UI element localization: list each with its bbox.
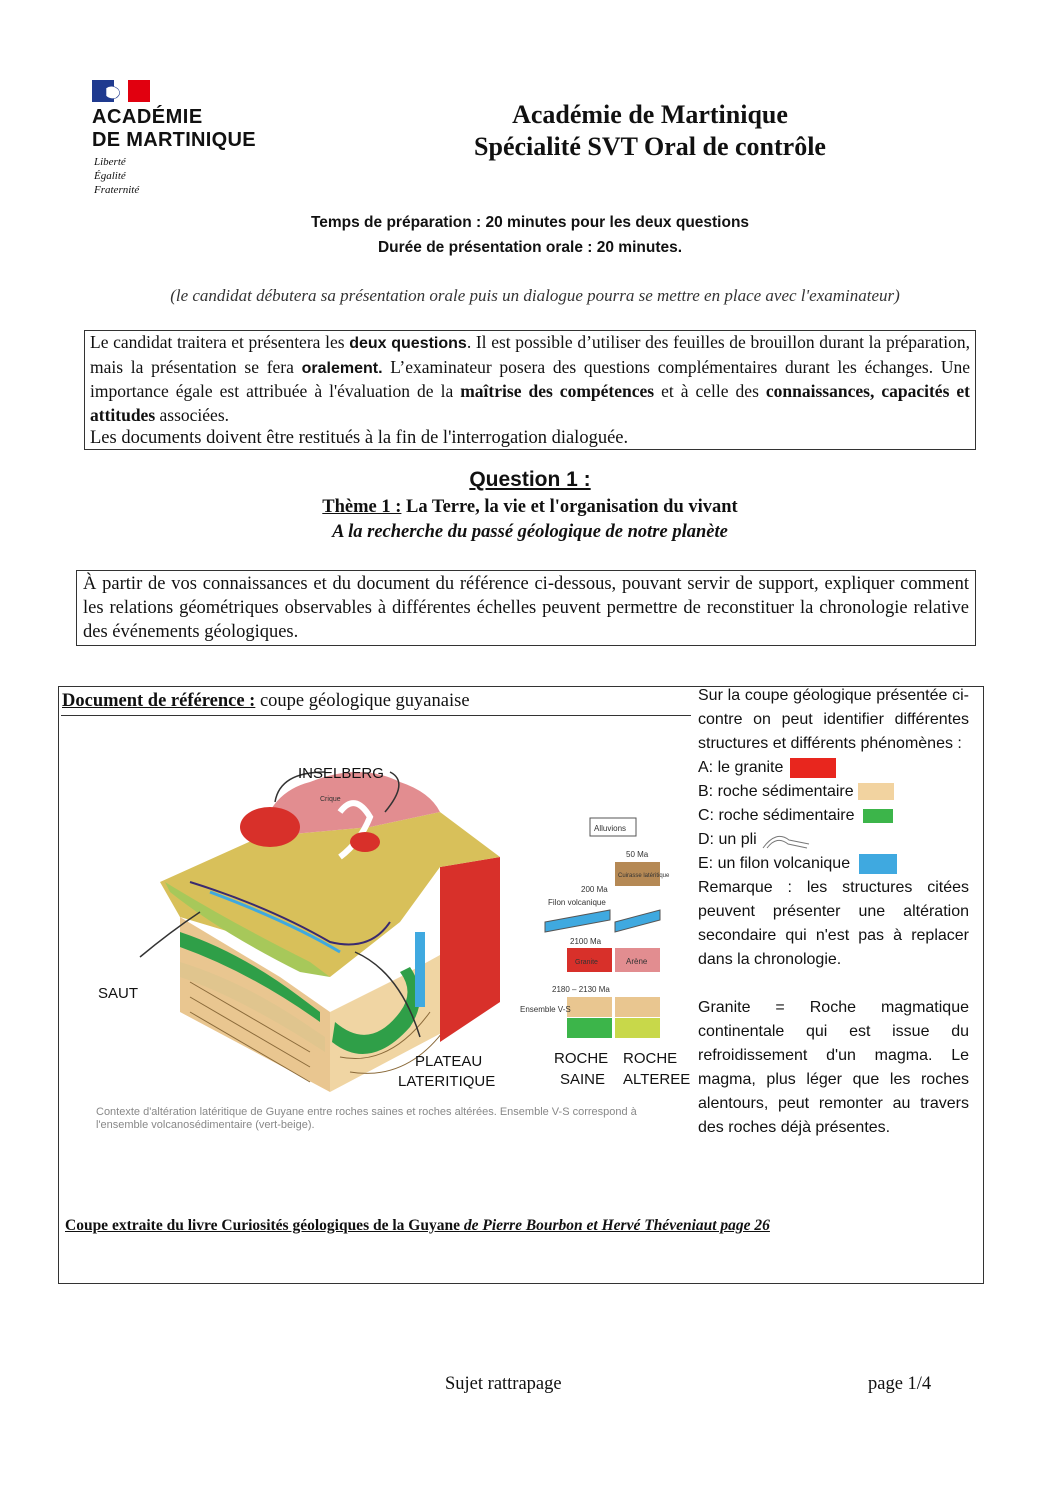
legend-swatch-green [863,809,893,823]
header-title-1: Académie de Martinique [512,100,788,129]
document-title [62,691,470,712]
logo-motto-1: Liberté [94,156,126,168]
legend-swatch-red [790,758,836,778]
label-arene: Arène [626,957,648,966]
label-200ma: 200 Ma [581,885,608,894]
instr-bold-3: maîtrise des compétences [460,381,655,401]
question-heading: Question 1 : [469,468,591,491]
theme-line [180,497,880,518]
instr-text-4: et à celle des [654,381,766,401]
theme-label: Thème 1 : [322,497,402,517]
geological-cross-section [70,722,695,1147]
timing-prep: Temps de préparation : 20 minutes pour les deux questions [310,214,750,231]
theme-text: La Terre, la vie et l'organisation du vivant [401,497,738,517]
side-intro: Sur la coupe géologique présentée ci-contre on peut identifier différentes structures et différents phénomènes : [698,687,969,752]
legend-item-granite [698,756,969,780]
instr-bold-4: connaissances, capacités et attitudes [90,381,970,425]
marianne-flag-icon [92,80,150,102]
legend-item-fold [698,828,969,852]
label-saut: SAUT [98,985,139,1002]
instr-text-3: L’examinateur posera des questions complémentaires durant les échanges. Une importance égale est attribuée à l'évaluation de la [90,356,970,401]
logo-motto-2: Égalité [94,170,126,182]
legend-text-e: E: un filon volcanique [698,855,851,872]
label-2180ma: 2180 – 2130 Ma [552,985,610,994]
legend-text-c: C: roche sédimentaire [698,807,855,824]
instr-text-2: . Il est possible d’utiliser des feuilles de brouillon durant la préparation, mais la présentation se fera [90,332,970,377]
legend-text-d: D: un pli [698,831,757,848]
instructions-box [84,330,976,450]
label-alteree: ALTEREE [623,1071,691,1088]
label-roche-2: ROCHE [623,1050,678,1067]
instr-text-5: associées. [155,404,230,425]
label-cuirasse: Cuirasse latéritique [618,873,670,879]
source-authors: de Pierre Bourbon et Hervé Théveniaut page 26 [459,1217,770,1234]
label-roche-1: ROCHE [554,1050,609,1067]
figure-caption: Contexte d'altération latéritique de Guyane entre roches saines et roches altérées. Ensemble V-S correspond à l'ensemble volcanosédimentaire (vert-beige). [96,1106,637,1131]
side-remark: Remarque : les structures citées peuvent présenter une altération secondaire qui n'est pas à replacer dans la chronologie. [698,879,969,968]
question-subtitle: A la recherche du passé géologique de notre planète [332,522,728,542]
instr-return-docs: Les documents doivent être restitués à la fin de l'interrogation dialoguée. [90,428,629,448]
label-2100ma: 2100 Ma [570,937,602,946]
legend-item-sed-c [698,804,969,828]
label-plateau-1: PLATEAU [415,1053,483,1070]
label-filon: Filon volcanique [548,898,606,907]
legend-item-sed-b [698,780,969,804]
header-title-2: Spécialité SVT Oral de contrôle [474,132,826,161]
instr-text-1: Le candidat traitera et présentera les [90,332,350,352]
legend-swatch-blue [859,854,897,874]
logo-name-line2: DE MARTINIQUE [92,129,256,151]
source-book: Coupe extraite du livre Curiosités géologiques de la Guyane [65,1217,460,1234]
label-saine: SAINE [560,1071,606,1088]
side-granite-definition: Granite = Roche magmatique continentale qui est issue du refroidissement d'un magma. Le magma, plus léger que les roches alentours, peut remonter au travers des roches déjà présentes. [698,999,969,1136]
label-inselberg: INSELBERG [298,765,384,782]
logo-name-line1: ACADÉMIE [92,106,203,128]
label-granite: Granite [575,959,598,966]
label-alluvions: Alluvions [594,824,627,833]
side-explanation [698,684,969,1140]
document-title-text: coupe géologique guyanaise [255,691,470,711]
question-prompt-box: À partir de vos connaissances et du document du référence ci-dessous, pouvant servir de support, expliquer comment les relations géométriques observables à différentes échelles peuvent permettre de reconstituer la chronologie relative des événements géologiques. [76,570,976,646]
legend-text-a: A: le granite [698,759,784,776]
candidate-note: (le candidat débutera sa présentation orale puis un dialogue pourra se mettre en place avec l'examinateur) [170,286,900,305]
logo-motto-3: Fraternité [94,184,140,196]
instr-bold-2: oralement. [301,359,383,377]
document-divider [61,715,691,716]
academy-logo [92,80,292,200]
block-diagram-illustration [70,722,695,1147]
footer-subject: Sujet rattrapage [445,1374,562,1394]
footer-page-number: page 1/4 [868,1374,932,1394]
legend-text-b: B: roche sédimentaire [698,783,854,800]
label-ensemble: Ensemble V-S [520,1005,571,1014]
legend-item-dyke [698,852,969,876]
label-crique: Crique [320,796,341,803]
label-plateau-2: LATERITIQUE [398,1073,496,1090]
fold-icon [761,830,811,850]
label-50ma: 50 Ma [626,850,649,859]
document-label: Document de référence : [62,691,256,711]
legend-swatch-beige [858,783,894,800]
timing-oral: Durée de présentation orale : 20 minutes. [377,239,683,256]
document-source [65,1217,770,1235]
instr-bold-1: deux questions [349,335,467,352]
